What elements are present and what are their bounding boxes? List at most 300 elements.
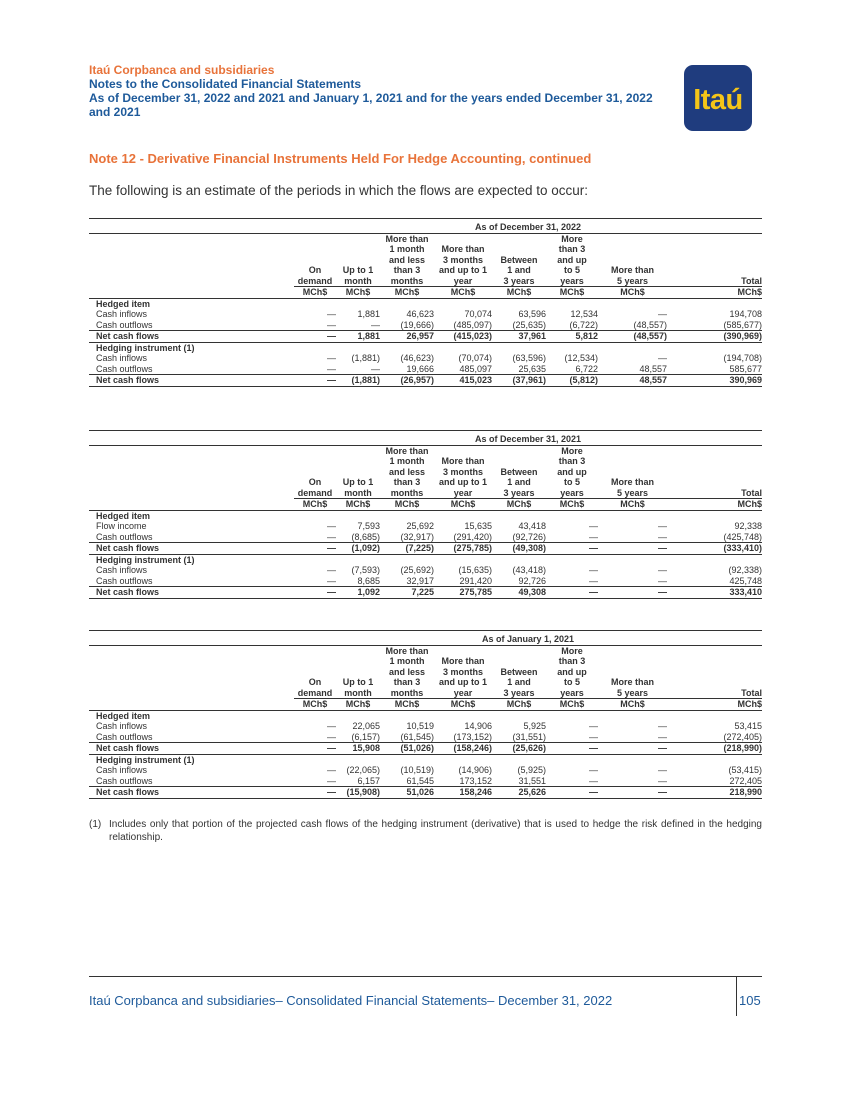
column-header [598, 445, 667, 499]
column-header-line: More than [610, 265, 654, 275]
unit-label: MCh$ [546, 287, 598, 299]
column-header-line: Between [500, 466, 538, 477]
column-header [380, 445, 434, 499]
table-row [89, 765, 762, 776]
column-header-line: More than [385, 445, 429, 456]
column-header-line: 3 months [442, 254, 483, 265]
table-cell: 6,722 [575, 363, 598, 374]
table-cell: 46,623 [406, 309, 434, 319]
row-label: Net cash flows [89, 743, 294, 755]
column-header-line: More than [441, 656, 485, 666]
table-cell: — [327, 353, 336, 363]
table-cell: (61,545) [400, 731, 434, 742]
column-header-line: years [560, 275, 584, 286]
table-cell: 26,957 [380, 331, 434, 343]
table-cell: 48,557 [598, 375, 667, 387]
table-cell: 12,534 [570, 309, 598, 319]
table-cell: — [294, 543, 336, 555]
table-cell: 25,626 [492, 787, 546, 799]
table-cell: (53,415) [728, 765, 762, 775]
footer-divider [89, 976, 762, 977]
table-cell: — [546, 543, 598, 555]
column-header-line: More than [441, 244, 485, 254]
column-header-line: months [390, 687, 424, 698]
table-cell: (22,065) [346, 765, 380, 775]
table-cell: 92,338 [734, 521, 762, 531]
table-cell: (32,917) [400, 531, 434, 542]
table-cell: (6,722) [569, 319, 598, 330]
section-heading-row [89, 554, 762, 565]
column-header-line: 1 and [507, 477, 531, 487]
table-cell: 333,410 [667, 587, 762, 599]
table-row [89, 787, 762, 799]
column-header [546, 445, 598, 499]
unit-label: MCh$ [492, 287, 546, 299]
table-cell: (14,906) [458, 765, 492, 775]
table-cell: 19,666 [406, 363, 434, 374]
table-cell: — [658, 575, 667, 586]
row-label: Cash outflows [96, 319, 153, 330]
table-cell: 43,418 [518, 521, 546, 531]
table-cell: — [371, 319, 380, 330]
table-cell: (291,420) [453, 531, 492, 542]
table-cell: 61,545 [406, 775, 434, 786]
table-cell: (37,961) [492, 375, 546, 387]
column-header [546, 645, 598, 699]
column-header-line: and up to 1 [439, 677, 487, 687]
column-header-line: More [561, 445, 583, 456]
column-header-line: month [344, 687, 372, 698]
column-header-line: 1 month [389, 456, 425, 466]
column-header [380, 645, 434, 699]
unit-label: MCh$ [434, 699, 492, 711]
column-header [492, 645, 546, 699]
table-cell: — [658, 775, 667, 786]
table-cell: — [327, 765, 336, 775]
column-header-line: and up [557, 466, 587, 477]
footnote [89, 818, 762, 844]
table-cell: (8,685) [351, 531, 380, 542]
table-cell: 173,152 [459, 775, 492, 786]
table-cell: — [658, 731, 667, 742]
table-cell: 218,990 [667, 787, 762, 799]
column-header-line: 3 years [503, 275, 535, 286]
column-header-line: Up to 1 [342, 265, 374, 275]
column-header-line: demand [297, 487, 333, 498]
table-cell: 63,596 [518, 309, 546, 319]
cash-flow-table-2021 [89, 430, 762, 599]
table-cell: (275,785) [434, 543, 492, 555]
table-cell: — [658, 531, 667, 542]
header-notes-line: Notes to the Consolidated Financial Statements [89, 77, 362, 91]
cash-flow-table [89, 218, 762, 387]
table-row [89, 309, 762, 320]
section-heading-row [89, 298, 762, 309]
unit-label: MCh$ [667, 287, 762, 299]
footnote-number: (1) [89, 819, 102, 830]
column-header-line: demand [297, 275, 333, 286]
table-cell: (51,026) [380, 743, 434, 755]
table-cell: — [658, 309, 667, 319]
table-cell: (31,551) [512, 731, 546, 742]
header-period-line-cont: and 2021 [89, 105, 141, 119]
column-header-line: On [308, 477, 322, 487]
column-header-line: and up [557, 666, 587, 677]
table-cell: (70,074) [458, 353, 492, 363]
table-cell: — [371, 363, 380, 374]
table-row [89, 732, 762, 743]
table-cell: 415,023 [434, 375, 492, 387]
table-cell: (10,519) [400, 765, 434, 775]
column-header [598, 645, 667, 699]
column-header [667, 233, 762, 287]
table-cell: (1,092) [336, 543, 380, 555]
table-cell: 1,092 [336, 587, 380, 599]
section-heading: Hedging instrument (1) [96, 342, 195, 353]
column-header [434, 445, 492, 499]
table-row [89, 331, 762, 343]
table-cell: — [294, 743, 336, 755]
column-header-line: and up to 1 [439, 477, 487, 487]
table-cell: — [327, 575, 336, 586]
column-header [336, 445, 380, 499]
table-cell: (46,623) [400, 353, 434, 363]
table-cell: 158,246 [434, 787, 492, 799]
unit-label: MCh$ [434, 287, 492, 299]
table-cell: — [589, 721, 598, 731]
table-cell: 7,593 [357, 521, 380, 531]
table-cell: 70,074 [464, 309, 492, 319]
note-title: Note 12 - Derivative Financial Instruments Held For Hedge Accounting, continued [89, 151, 592, 166]
table-cell: (25,692) [400, 565, 434, 575]
row-label: Cash outflows [96, 775, 153, 786]
table-cell: (12,534) [564, 353, 598, 363]
page-header [89, 63, 689, 119]
table-cell: — [327, 319, 336, 330]
header-period-line: As of December 31, 2022 and 2021 and January 1, 2021 and for the years ended December 31, 2022 [89, 91, 653, 105]
cash-flow-table-jan-2021 [89, 630, 762, 799]
row-label: Cash inflows [96, 353, 148, 363]
row-label: Cash inflows [96, 565, 148, 575]
footer-text: Itaú Corpbanca and subsidiaries– Consolidated Financial Statements– December 31, 2022 [89, 993, 613, 1008]
column-header-line: 5 years [616, 487, 649, 498]
table-cell: (48,557) [633, 319, 667, 330]
table-cell: (485,097) [453, 319, 492, 330]
table-as-of-heading: As of December 31, 2021 [294, 433, 762, 445]
table-cell: 485,097 [459, 363, 492, 374]
column-header [380, 233, 434, 287]
table-cell: (5,812) [546, 375, 598, 387]
unit-label: MCh$ [380, 287, 434, 299]
row-label: Cash inflows [96, 765, 148, 775]
column-header-line: 3 years [503, 487, 535, 498]
table-cell: — [589, 575, 598, 586]
table-cell: — [546, 587, 598, 599]
table-cell: 194,708 [729, 309, 762, 319]
table-cell: (425,748) [723, 531, 762, 542]
table-cell: — [589, 565, 598, 575]
column-header-line: 5 years [616, 687, 649, 698]
table-cell: 1,881 [336, 331, 380, 343]
table-row [89, 565, 762, 576]
table-cell: 425,748 [729, 575, 762, 586]
cash-flow-table-2022 [89, 218, 762, 387]
row-label: Net cash flows [89, 375, 294, 387]
column-header-line: More [561, 645, 583, 656]
column-header-line: years [560, 487, 584, 498]
table-cell: (92,726) [512, 531, 546, 542]
table-cell: — [327, 309, 336, 319]
row-label: Cash outflows [96, 731, 153, 742]
table-cell: 6,157 [357, 775, 380, 786]
table-cell: 92,726 [518, 575, 546, 586]
table-cell: (333,410) [667, 543, 762, 555]
table-cell: (194,708) [723, 353, 762, 363]
row-label: Net cash flows [89, 543, 294, 555]
column-header [546, 233, 598, 287]
table-row [89, 776, 762, 787]
row-label: Net cash flows [89, 587, 294, 599]
table-cell: (26,957) [380, 375, 434, 387]
column-header-line: Total [741, 275, 762, 286]
table-cell: — [658, 353, 667, 363]
unit-label: MCh$ [336, 287, 380, 299]
table-cell: — [658, 565, 667, 575]
table-cell: — [589, 531, 598, 542]
table-cell: 272,405 [729, 775, 762, 786]
table-cell: — [589, 731, 598, 742]
column-header-line: year [453, 687, 473, 698]
company-name: Itaú Corpbanca and subsidiaries [89, 63, 275, 77]
table-cell: 48,557 [639, 363, 667, 374]
section-heading-row [89, 710, 762, 721]
column-header-line: More than [385, 645, 429, 656]
logo-text: Itaú [693, 83, 743, 116]
column-header-line: More than [385, 233, 429, 244]
table-cell: — [327, 565, 336, 575]
table-cell: (15,635) [458, 565, 492, 575]
column-header-line: 1 month [389, 656, 425, 666]
table-cell: (15,908) [336, 787, 380, 799]
table-cell: 53,415 [734, 721, 762, 731]
column-header-line: and up [557, 254, 587, 265]
column-header-line: and less [388, 254, 426, 265]
table-cell: 390,969 [667, 375, 762, 387]
table-cell: (1,881) [351, 353, 380, 363]
unit-label: MCh$ [434, 499, 492, 511]
table-cell: (6,157) [351, 731, 380, 742]
table-cell: — [327, 731, 336, 742]
unit-label: MCh$ [598, 699, 667, 711]
table-cell: — [294, 787, 336, 799]
column-header [598, 233, 667, 287]
table-cell: — [589, 765, 598, 775]
cash-flow-table [89, 630, 762, 799]
table-cell: 51,026 [380, 787, 434, 799]
unit-label: MCh$ [598, 499, 667, 511]
table-cell: — [546, 743, 598, 755]
unit-label: MCh$ [380, 699, 434, 711]
unit-label: MCh$ [492, 499, 546, 511]
unit-label: MCh$ [336, 499, 380, 511]
unit-label: MCh$ [546, 699, 598, 711]
column-header-line: than 3 [558, 656, 586, 666]
section-heading-row [89, 510, 762, 521]
itau-logo [684, 65, 752, 131]
column-header [434, 233, 492, 287]
table-cell: (415,023) [434, 331, 492, 343]
column-header-line: year [453, 487, 473, 498]
column-header-line: and less [388, 466, 426, 477]
column-header [294, 445, 336, 499]
table-cell: — [294, 587, 336, 599]
column-header-line: Total [741, 687, 762, 698]
table-row [89, 353, 762, 364]
table-cell: — [327, 521, 336, 531]
table-cell: — [658, 721, 667, 731]
table-cell: (48,557) [598, 331, 667, 343]
unit-label: MCh$ [294, 699, 336, 711]
column-header-line: More than [610, 477, 654, 487]
column-header [294, 645, 336, 699]
column-header-line: More than [610, 677, 654, 687]
row-label: Net cash flows [89, 787, 294, 799]
section-heading: Hedged item [96, 298, 151, 309]
column-header-line: years [560, 687, 584, 698]
table-cell: 1,881 [357, 309, 380, 319]
column-header [492, 233, 546, 287]
column-header-line: Between [500, 666, 538, 677]
unit-label: MCh$ [667, 699, 762, 711]
table-as-of-heading: As of December 31, 2022 [294, 221, 762, 233]
column-header-line: 1 and [507, 677, 531, 687]
table-cell: 31,551 [518, 775, 546, 786]
column-header-line: month [344, 487, 372, 498]
table-cell: 32,917 [406, 575, 434, 586]
column-header [667, 445, 762, 499]
table-cell: (218,990) [667, 743, 762, 755]
cash-flow-table [89, 430, 762, 599]
table-cell: 7,225 [380, 587, 434, 599]
table-cell: 275,785 [434, 587, 492, 599]
column-header [336, 233, 380, 287]
unit-label: MCh$ [380, 499, 434, 511]
table-row [89, 375, 762, 387]
table-cell: — [598, 743, 667, 755]
column-header-line: 5 years [616, 275, 649, 286]
table-cell: — [589, 775, 598, 786]
table-cell: 15,635 [464, 521, 492, 531]
table-cell: (25,635) [512, 319, 546, 330]
table-cell: 25,635 [518, 363, 546, 374]
table-cell: — [327, 775, 336, 786]
table-cell: (585,677) [723, 319, 762, 330]
row-label: Flow income [96, 521, 147, 531]
column-header-line: Total [741, 487, 762, 498]
section-heading-row [89, 342, 762, 353]
table-row [89, 521, 762, 532]
row-label: Cash outflows [96, 531, 153, 542]
table-cell: (272,405) [723, 731, 762, 742]
section-heading: Hedging instrument (1) [96, 554, 195, 565]
column-header-line: Between [500, 254, 538, 265]
table-row [89, 364, 762, 375]
table-cell: 5,812 [546, 331, 598, 343]
row-label: Cash inflows [96, 721, 148, 731]
table-cell: (92,338) [728, 565, 762, 575]
table-row [89, 543, 762, 555]
table-cell: — [546, 787, 598, 799]
table-cell: — [658, 521, 667, 531]
table-cell: — [589, 521, 598, 531]
unit-label: MCh$ [294, 499, 336, 511]
column-header-line: On [308, 677, 322, 687]
column-header-line: to 5 [563, 477, 580, 487]
table-row [89, 576, 762, 587]
table-row [89, 721, 762, 732]
table-as-of-heading: As of January 1, 2021 [294, 633, 762, 645]
column-header-line: and less [388, 666, 426, 677]
column-header [294, 233, 336, 287]
column-header-line: and up to 1 [439, 265, 487, 275]
table-cell: (390,969) [667, 331, 762, 343]
column-header [434, 645, 492, 699]
column-header-line: to 5 [563, 265, 580, 275]
table-cell: 37,961 [492, 331, 546, 343]
column-header-line: 3 months [442, 466, 483, 477]
row-label: Cash outflows [96, 575, 153, 586]
unit-label: MCh$ [492, 699, 546, 711]
column-header-line: than 3 [558, 456, 586, 466]
column-header-line: More [561, 233, 583, 244]
column-header-line: Up to 1 [342, 677, 374, 687]
unit-label: MCh$ [546, 499, 598, 511]
column-header-line: 1 month [389, 244, 425, 254]
table-cell: (25,626) [492, 743, 546, 755]
table-cell: 22,065 [352, 721, 380, 731]
intro-text: The following is an estimate of the periods in which the flows are expected to occur: [89, 183, 589, 198]
table-cell: (5,925) [517, 765, 546, 775]
page-number: 105 [739, 993, 761, 1008]
column-header-line: than 3 [393, 265, 421, 275]
table-cell: 14,906 [464, 721, 492, 731]
column-header-line: month [344, 275, 372, 286]
table-cell: — [294, 331, 336, 343]
table-cell: — [598, 787, 667, 799]
row-label: Cash inflows [96, 309, 148, 319]
column-header [667, 645, 762, 699]
table-cell: (173,152) [453, 731, 492, 742]
table-cell: (7,593) [351, 565, 380, 575]
table-cell: — [327, 363, 336, 374]
table-cell: (43,418) [512, 565, 546, 575]
section-heading-row [89, 754, 762, 765]
column-header-line: year [453, 275, 473, 286]
table-cell: — [327, 721, 336, 731]
table-cell: 585,677 [729, 363, 762, 374]
section-heading: Hedging instrument (1) [96, 754, 195, 765]
table-cell: 291,420 [459, 575, 492, 586]
footer-vertical-divider [736, 976, 737, 1016]
table-cell: (49,308) [492, 543, 546, 555]
row-label: Net cash flows [89, 331, 294, 343]
column-header-line: to 5 [563, 677, 580, 687]
column-header [492, 445, 546, 499]
table-cell: (7,225) [380, 543, 434, 555]
table-row [89, 532, 762, 543]
table-cell: 25,692 [406, 521, 434, 531]
section-heading: Hedged item [96, 510, 151, 521]
